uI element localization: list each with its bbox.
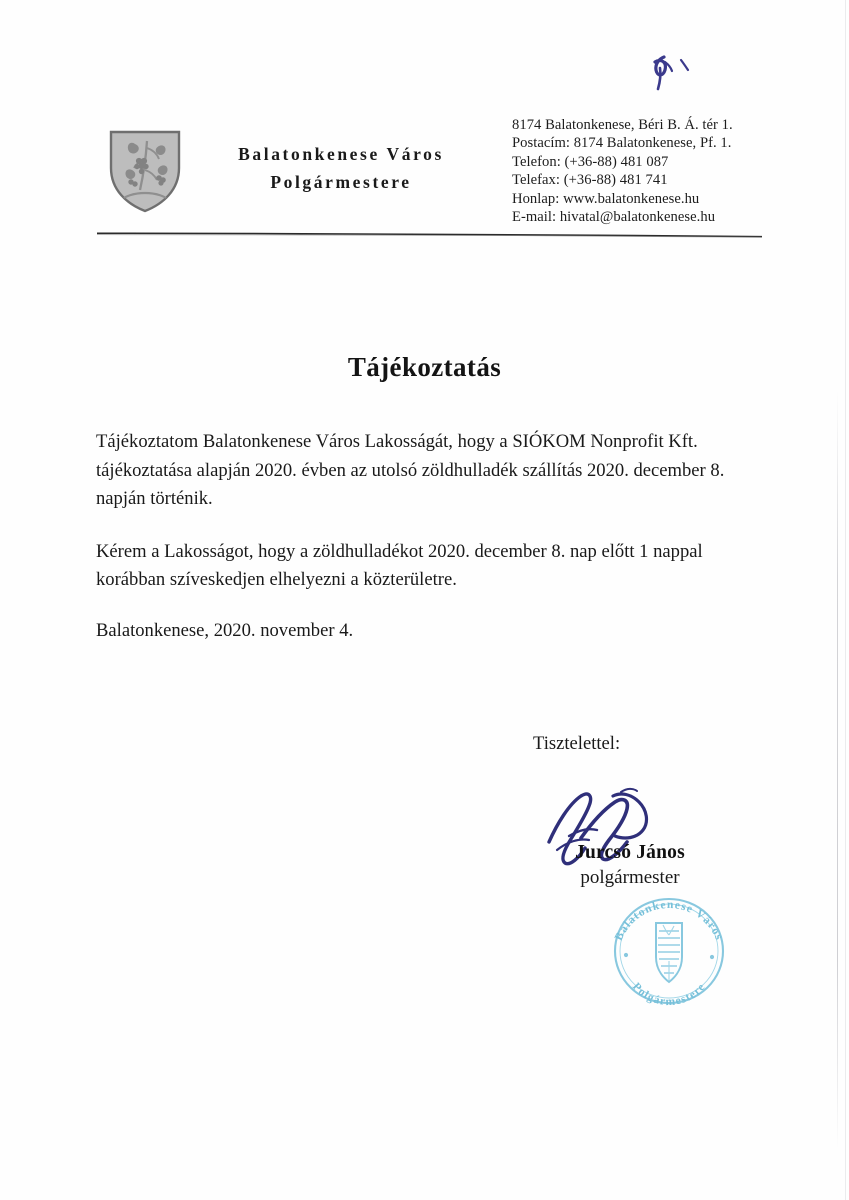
handwritten-initial-mark bbox=[645, 48, 715, 96]
paragraph-2: Kérem a Lakosságot, hogy a zöldhulladékot 2020. december 8. nap előtt 1 nappal korábban szíveskedjen elhelyezni a közterületre. bbox=[96, 540, 703, 591]
place-and-date: Balatonkenese, 2020. november 4. bbox=[96, 620, 354, 641]
contact-website: Honlap: www.balatonkenese.hu bbox=[512, 190, 700, 207]
contact-address: 8174 Balatonkenese, Béri B. Á. tér 1. bbox=[512, 117, 733, 133]
contact-block bbox=[512, 116, 782, 226]
svg-text:Polgármestere: Polgármestere bbox=[629, 980, 709, 1009]
coat-of-arms-icon bbox=[107, 128, 183, 214]
official-stamp bbox=[601, 893, 736, 1010]
contact-phone: Telefon: (+36-88) 481 087 bbox=[512, 153, 669, 170]
svg-text:Balatonkenese Város: Balatonkenese Város bbox=[612, 898, 726, 943]
contact-email: E-mail: hivatal@balatonkenese.hu bbox=[512, 209, 716, 226]
office-title-line1: Balatonkenese Város bbox=[238, 144, 444, 164]
header-divider bbox=[97, 232, 762, 238]
letterhead bbox=[0, 112, 849, 237]
contact-fax: Telefax: (+36-88) 481 741 bbox=[512, 172, 668, 189]
signature-block bbox=[480, 780, 780, 910]
contact-postal: Postacím: 8174 Balatonkenese, Pf. 1. bbox=[512, 135, 732, 152]
office-title bbox=[196, 140, 486, 196]
signer-name: Jurcsó János bbox=[575, 842, 685, 863]
office-title-line2: Polgármestere bbox=[270, 172, 412, 192]
paragraph-1: Tájékoztatom Balatonkenese Város Lakosságát, hogy a SIÓKOM Nonprofit Kft. tájékoztatása alapján 2020. évben az utolsó zöldhulladék szállítás 2020. december 8. napján történik. bbox=[96, 431, 725, 510]
closing-regards: Tisztelettel: bbox=[533, 733, 621, 754]
page-title: Tájékoztatás bbox=[347, 352, 502, 382]
document-body bbox=[96, 428, 760, 595]
signer-role: polgármester bbox=[580, 867, 680, 888]
scan-edge-artifact bbox=[837, 390, 838, 1150]
